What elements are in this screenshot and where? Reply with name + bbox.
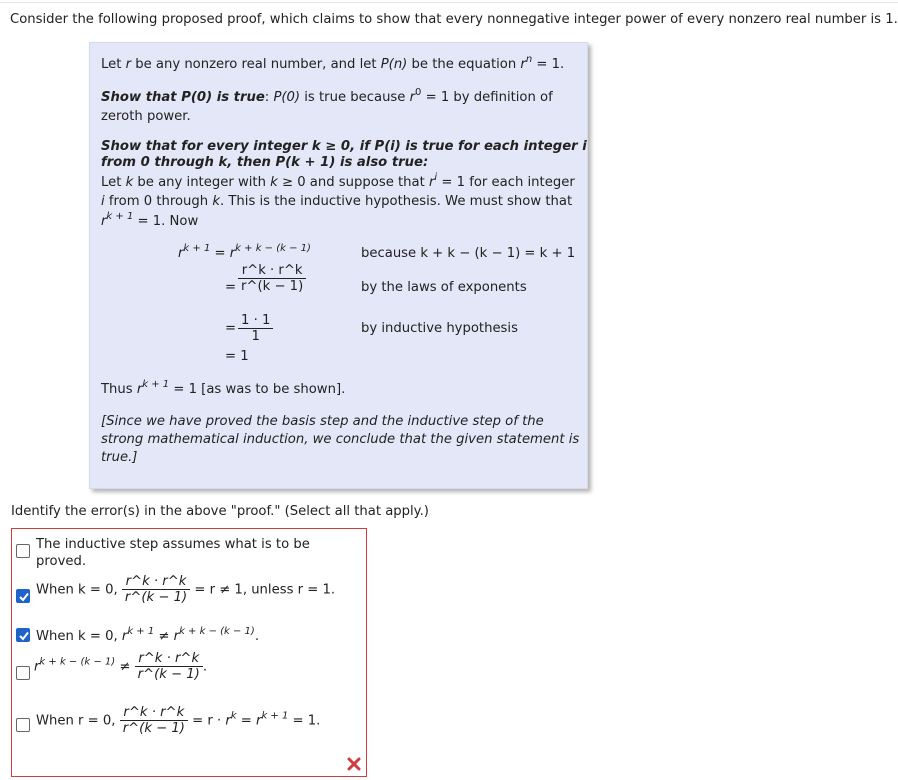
equation-fraction-3: $\frac{1 \cdot 1}{1}$ <box>238 313 273 344</box>
option-4-label[interactable]: $r^{k + k - (k - 1)}$ ≠ $\frac{r\^{}k \cdot r\^{}k}{r\^{}(k - 1)}$ . <box>34 651 208 682</box>
conclusion-line-2: strong mathematical induction, we conclude that the given statement is <box>101 432 580 447</box>
conclusion-line-3: true.] <box>101 450 138 465</box>
check-icon <box>17 629 31 643</box>
option-2-label[interactable]: When k = 0, $\frac{r\^{}k \cdot r\^{}k}{r\^{}(k - 1)}$ = r ≠ 1, unless r = 1. <box>36 574 336 605</box>
equals-sign-3: = <box>225 321 237 336</box>
option-5-checkbox[interactable] <box>16 718 30 732</box>
option-5-label[interactable]: When r = 0, $\frac{r\^{}k \cdot r\^{}k}{r\^{}(k - 1)}$ = $r \cdot r^k = r^{k + 1} = 1$. <box>36 705 321 736</box>
answer-options <box>11 528 367 777</box>
step-line-2: i from 0 through k. This is the inductive hypothesis. We must show that <box>101 194 573 209</box>
basis-title: Show that P(0) is true <box>101 90 265 105</box>
prompt-text: Identify the error(s) in the above "proof." (Select all that apply.) <box>11 504 429 519</box>
equals-sign-2: = <box>225 280 237 295</box>
step-line-3: $r^{k + 1} = 1$. Now <box>101 211 199 229</box>
option-4-checkbox[interactable] <box>16 666 30 680</box>
option-2-checkbox[interactable] <box>16 589 30 603</box>
reason-3: by inductive hypothesis <box>361 321 518 336</box>
equation-fraction-2: $\frac{r\^{}k \cdot r\^{}k}{r\^{}(k - 1)}$ <box>238 263 306 294</box>
reason-2: by the laws of exponents <box>361 280 527 295</box>
proof-box <box>89 42 588 489</box>
reason-1: because k + k − (k − 1) = k + 1 <box>361 246 576 261</box>
x-mark-icon <box>347 757 361 771</box>
option-3-label[interactable]: When k = 0, $r^{k + 1} \ne r^{k + k - (k - 1)}$. <box>36 626 260 644</box>
check-icon <box>17 590 31 604</box>
question-text: Consider the following proposed proof, which claims to show that every nonnegative integer power of every nonzero real number is 1. <box>10 12 898 27</box>
thus-line: Thus $r^{k + 1} = 1$ [as was to be shown]. <box>101 379 346 397</box>
option-1-label[interactable]: The inductive step assumes what is to be proved. <box>36 537 310 569</box>
step-title-2: from 0 through k, then P(k + 1) is also true: <box>101 155 429 170</box>
basis-step: Show that P(0) is true: P(0) is true because $r^0 = 1$ by definition of <box>101 87 553 105</box>
equation-line-1: $r^{k + 1} = r^{k + k - (k - 1)}$ <box>178 243 311 261</box>
option-3-checkbox[interactable] <box>16 628 30 642</box>
step-title-1: Show that for every integer k ≥ 0, if P(i) is true for each integer i <box>101 139 587 154</box>
proof-intro: Let r be any nonzero real number, and let P(n) be the equation $r^n = 1$. <box>101 54 565 72</box>
option-1-checkbox[interactable] <box>16 544 30 558</box>
step-line-1: Let k be any integer with k ≥ 0 and suppose that $r^i = 1$ for each integer <box>101 172 575 190</box>
basis-line2: zeroth power. <box>101 109 191 124</box>
conclusion-line-1: [Since we have proved the basis step and the inductive step of the <box>101 414 544 429</box>
equation-line-4: = 1 <box>225 349 249 364</box>
top-divider <box>0 2 898 3</box>
